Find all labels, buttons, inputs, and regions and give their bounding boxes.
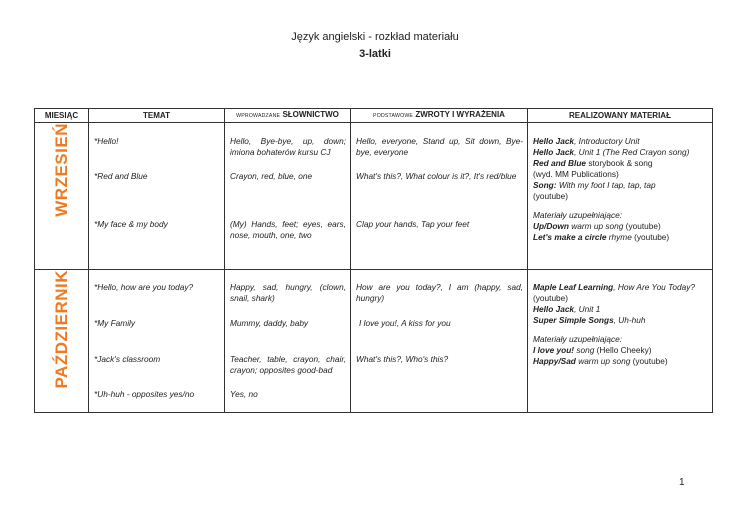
table-row-september <box>35 123 713 270</box>
material-line <box>533 158 708 169</box>
material-title: Super Simple Songs <box>533 315 614 325</box>
material-line: (wyd. MM Publications) <box>533 169 619 179</box>
material-line: (youtube) <box>533 191 569 201</box>
month-cell-october <box>35 270 89 413</box>
material-detail: , Introductory Unit <box>574 136 640 146</box>
topic-item: *Hello, how are you today? <box>94 282 194 292</box>
material-source: (youtube) <box>631 232 670 242</box>
topic-cell-september <box>89 123 225 270</box>
material-title: I love you! <box>533 345 575 355</box>
material-detail: warm up song <box>575 356 631 366</box>
topic-item: *Red and Blue <box>94 171 148 181</box>
material-cell-october <box>528 270 713 413</box>
material-source: (youtube) <box>623 221 661 231</box>
col-header-vocab-label: SŁOWNICTWO <box>282 110 339 119</box>
material-cell-september <box>528 123 713 270</box>
material-title: Hello Jack <box>533 304 575 314</box>
material-detail: , Unit 1 <box>574 304 601 314</box>
phrase-item: What's this?, What colour is it?, It's red/blue <box>356 171 517 181</box>
material-line <box>533 356 708 367</box>
vocab-item: (My) Hands, feet; eyes, ears, nose, mouth, one, two <box>230 219 346 240</box>
col-header-phrases <box>351 109 528 123</box>
material-title: Song: <box>533 180 557 190</box>
material-line: Materiały uzupełniające: <box>533 334 623 344</box>
topic-item: *My face & my body <box>94 219 168 229</box>
col-header-phrases-prefix: PODSTAWOWE <box>373 113 414 119</box>
curriculum-table <box>34 108 713 413</box>
table-header-row <box>35 109 713 123</box>
vocab-cell-october <box>225 270 351 413</box>
month-cell-september <box>35 123 89 270</box>
phrase-item: I love you!, A kiss for you <box>359 318 451 328</box>
col-header-material: REALIZOWANY MATERIAŁ <box>528 109 713 123</box>
col-header-vocab <box>225 109 351 123</box>
material-title: Hello Jack <box>533 147 575 157</box>
phrase-item: Clap your hands, Tap your feet <box>356 219 470 229</box>
material-line <box>533 232 708 243</box>
vocab-item: Crayon, red, blue, one <box>230 171 313 181</box>
material-detail: storybook & song <box>586 158 653 168</box>
col-header-topic: TEMAT <box>89 109 225 123</box>
material-detail: warm up song <box>568 221 624 231</box>
phrase-item: What's this?, Who's this? <box>356 354 449 364</box>
material-line: Materiały uzupełniające: <box>533 210 623 220</box>
phrase-item: How are you today?, I am (happy, sad, hungry) <box>356 282 523 303</box>
page-title: Język angielski - rozkład materiału <box>291 31 459 43</box>
topic-item: *Jack's classroom <box>94 354 161 364</box>
material-list <box>533 282 708 367</box>
month-label-september: WRZESIEŃ <box>52 123 71 217</box>
topic-item: *Hello! <box>94 136 119 146</box>
material-detail: , Unit 1 (The Red Crayon song) <box>574 147 690 157</box>
material-title: Up/Down <box>533 221 569 231</box>
material-line <box>533 221 708 232</box>
material-detail: , How Are You Today? <box>613 282 696 292</box>
topic-cell-october <box>89 270 225 413</box>
col-header-phrases-label: ZWROTY I WYRAŻENIA <box>415 110 505 119</box>
material-detail: With my foot I tap, tap, tap <box>556 180 656 190</box>
vocab-item: Happy, sad, hungry, (clown, snail, shark) <box>230 282 346 303</box>
vocab-item: Teacher, table, crayon, chair, crayon; opposites good-bad <box>230 354 346 375</box>
material-title: Hello Jack <box>533 136 575 146</box>
material-title: Maple Leaf Learning <box>533 282 614 292</box>
vocab-item: Hello, Bye-bye, up, down; imiona bohaterów kursu CJ <box>230 136 346 157</box>
material-line <box>533 315 708 326</box>
material-title: Happy/Sad <box>533 356 576 366</box>
material-detail: , Uh-huh <box>613 315 646 325</box>
material-detail: song <box>574 345 595 355</box>
material-source: (youtube) <box>630 356 668 366</box>
vocab-item: Yes, no <box>230 389 258 399</box>
table-row-october <box>35 270 713 413</box>
material-line <box>533 304 708 315</box>
material-line <box>533 282 708 293</box>
col-header-vocab-prefix: WPROWADZANE <box>236 113 281 119</box>
phrases-cell-september <box>351 123 528 270</box>
page-subtitle: 3-latki <box>359 48 391 60</box>
vocab-cell-september <box>225 123 351 270</box>
material-title: Red and Blue <box>533 158 587 168</box>
page-number: 1 <box>679 477 685 488</box>
month-label-october: PAŹDZIERNIK <box>52 270 71 389</box>
material-line <box>533 180 708 191</box>
material-list <box>533 136 708 243</box>
topic-item: *My Family <box>94 318 136 328</box>
material-detail: rhyme <box>606 232 632 242</box>
material-title: Let's make a circle <box>533 232 607 242</box>
material-line <box>533 345 708 356</box>
topic-item: *Uh-huh - opposites yes/no <box>94 389 195 399</box>
phrase-item: Hello, everyone, Stand up, Sit down, Bye-bye, everyone <box>356 136 523 157</box>
material-source: (Hello Cheeky) <box>594 345 652 355</box>
material-line <box>533 147 708 158</box>
phrases-cell-october <box>351 270 528 413</box>
material-line <box>533 136 708 147</box>
vocab-item: Mummy, daddy, baby <box>230 318 309 328</box>
material-line: (youtube) <box>533 293 569 303</box>
col-header-month: MIESIĄC <box>35 109 89 123</box>
